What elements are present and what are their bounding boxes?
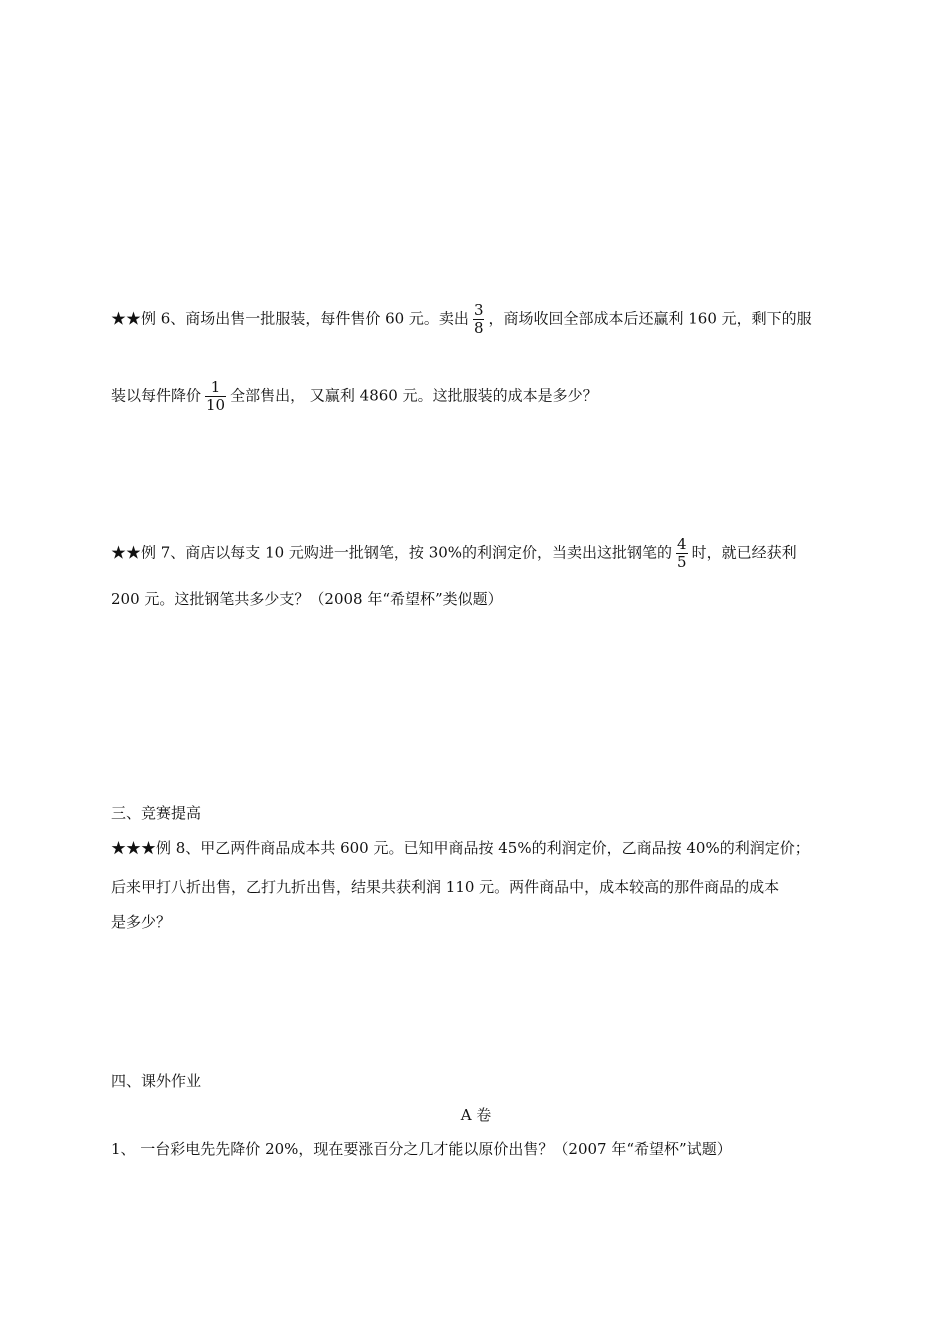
fraction-numerator: 4 <box>677 535 687 553</box>
example-7-line-2: 200 元。这批钢笔共多少支？（2008 年“希望杯”类似题） <box>111 590 503 608</box>
example-8-line-1: ★★★例 8、甲乙两件商品成本共 600 元。已知甲商品按 45%的利润定价，乙商品按 40%的利润定价； <box>111 839 810 857</box>
section-3-heading: 三、竞赛提高 <box>111 804 202 822</box>
example-6-text-c: 装以每件降价 <box>111 386 202 405</box>
example-6-text-b: ，商场收回全部成本后还赢利 160 元，剩下的服 <box>488 309 812 328</box>
example-7-line-1 <box>111 536 797 571</box>
example-8-line-2: 后来甲打八折出售，乙打九折出售，结果共获利润 110 元。两件商品中，成本较高的那件商品的成本 <box>111 878 780 896</box>
example-8-line-3: 是多少？ <box>111 913 172 931</box>
fraction-denominator: 8 <box>473 319 484 337</box>
example-6-text-d: 全部售出， 又赢利 4860 元。这批服装的成本是多少？ <box>230 386 598 405</box>
example-6-line-2 <box>111 379 598 414</box>
example-6-text-a: ★★例 6、商场出售一批服装，每件售价 60 元。卖出 <box>111 309 469 328</box>
example-7-text-b: 时，就已经获利 <box>691 543 797 562</box>
volume-a-title: A 卷 <box>460 1106 492 1124</box>
section-4-heading: 四、课外作业 <box>111 1072 202 1090</box>
fraction-numerator: 3 <box>473 301 484 319</box>
fraction-four-fifths <box>676 536 688 571</box>
fraction-numerator: 1 <box>210 378 221 396</box>
homework-question-1: 1、 一台彩电先先降价 20%，现在要涨百分之几才能以原价出售？（2007 年“希望杯”试题） <box>111 1140 732 1158</box>
fraction-three-eighths <box>473 302 485 337</box>
fraction-one-tenth <box>205 379 226 414</box>
fraction-denominator: 5 <box>677 553 687 571</box>
example-6-line-1 <box>111 302 812 337</box>
example-7-text-a: ★★例 7、商店以每支 10 元购进一批钢笔，按 30%的利润定价，当卖出这批钢笔的 <box>111 543 673 562</box>
fraction-denominator: 10 <box>206 396 226 414</box>
